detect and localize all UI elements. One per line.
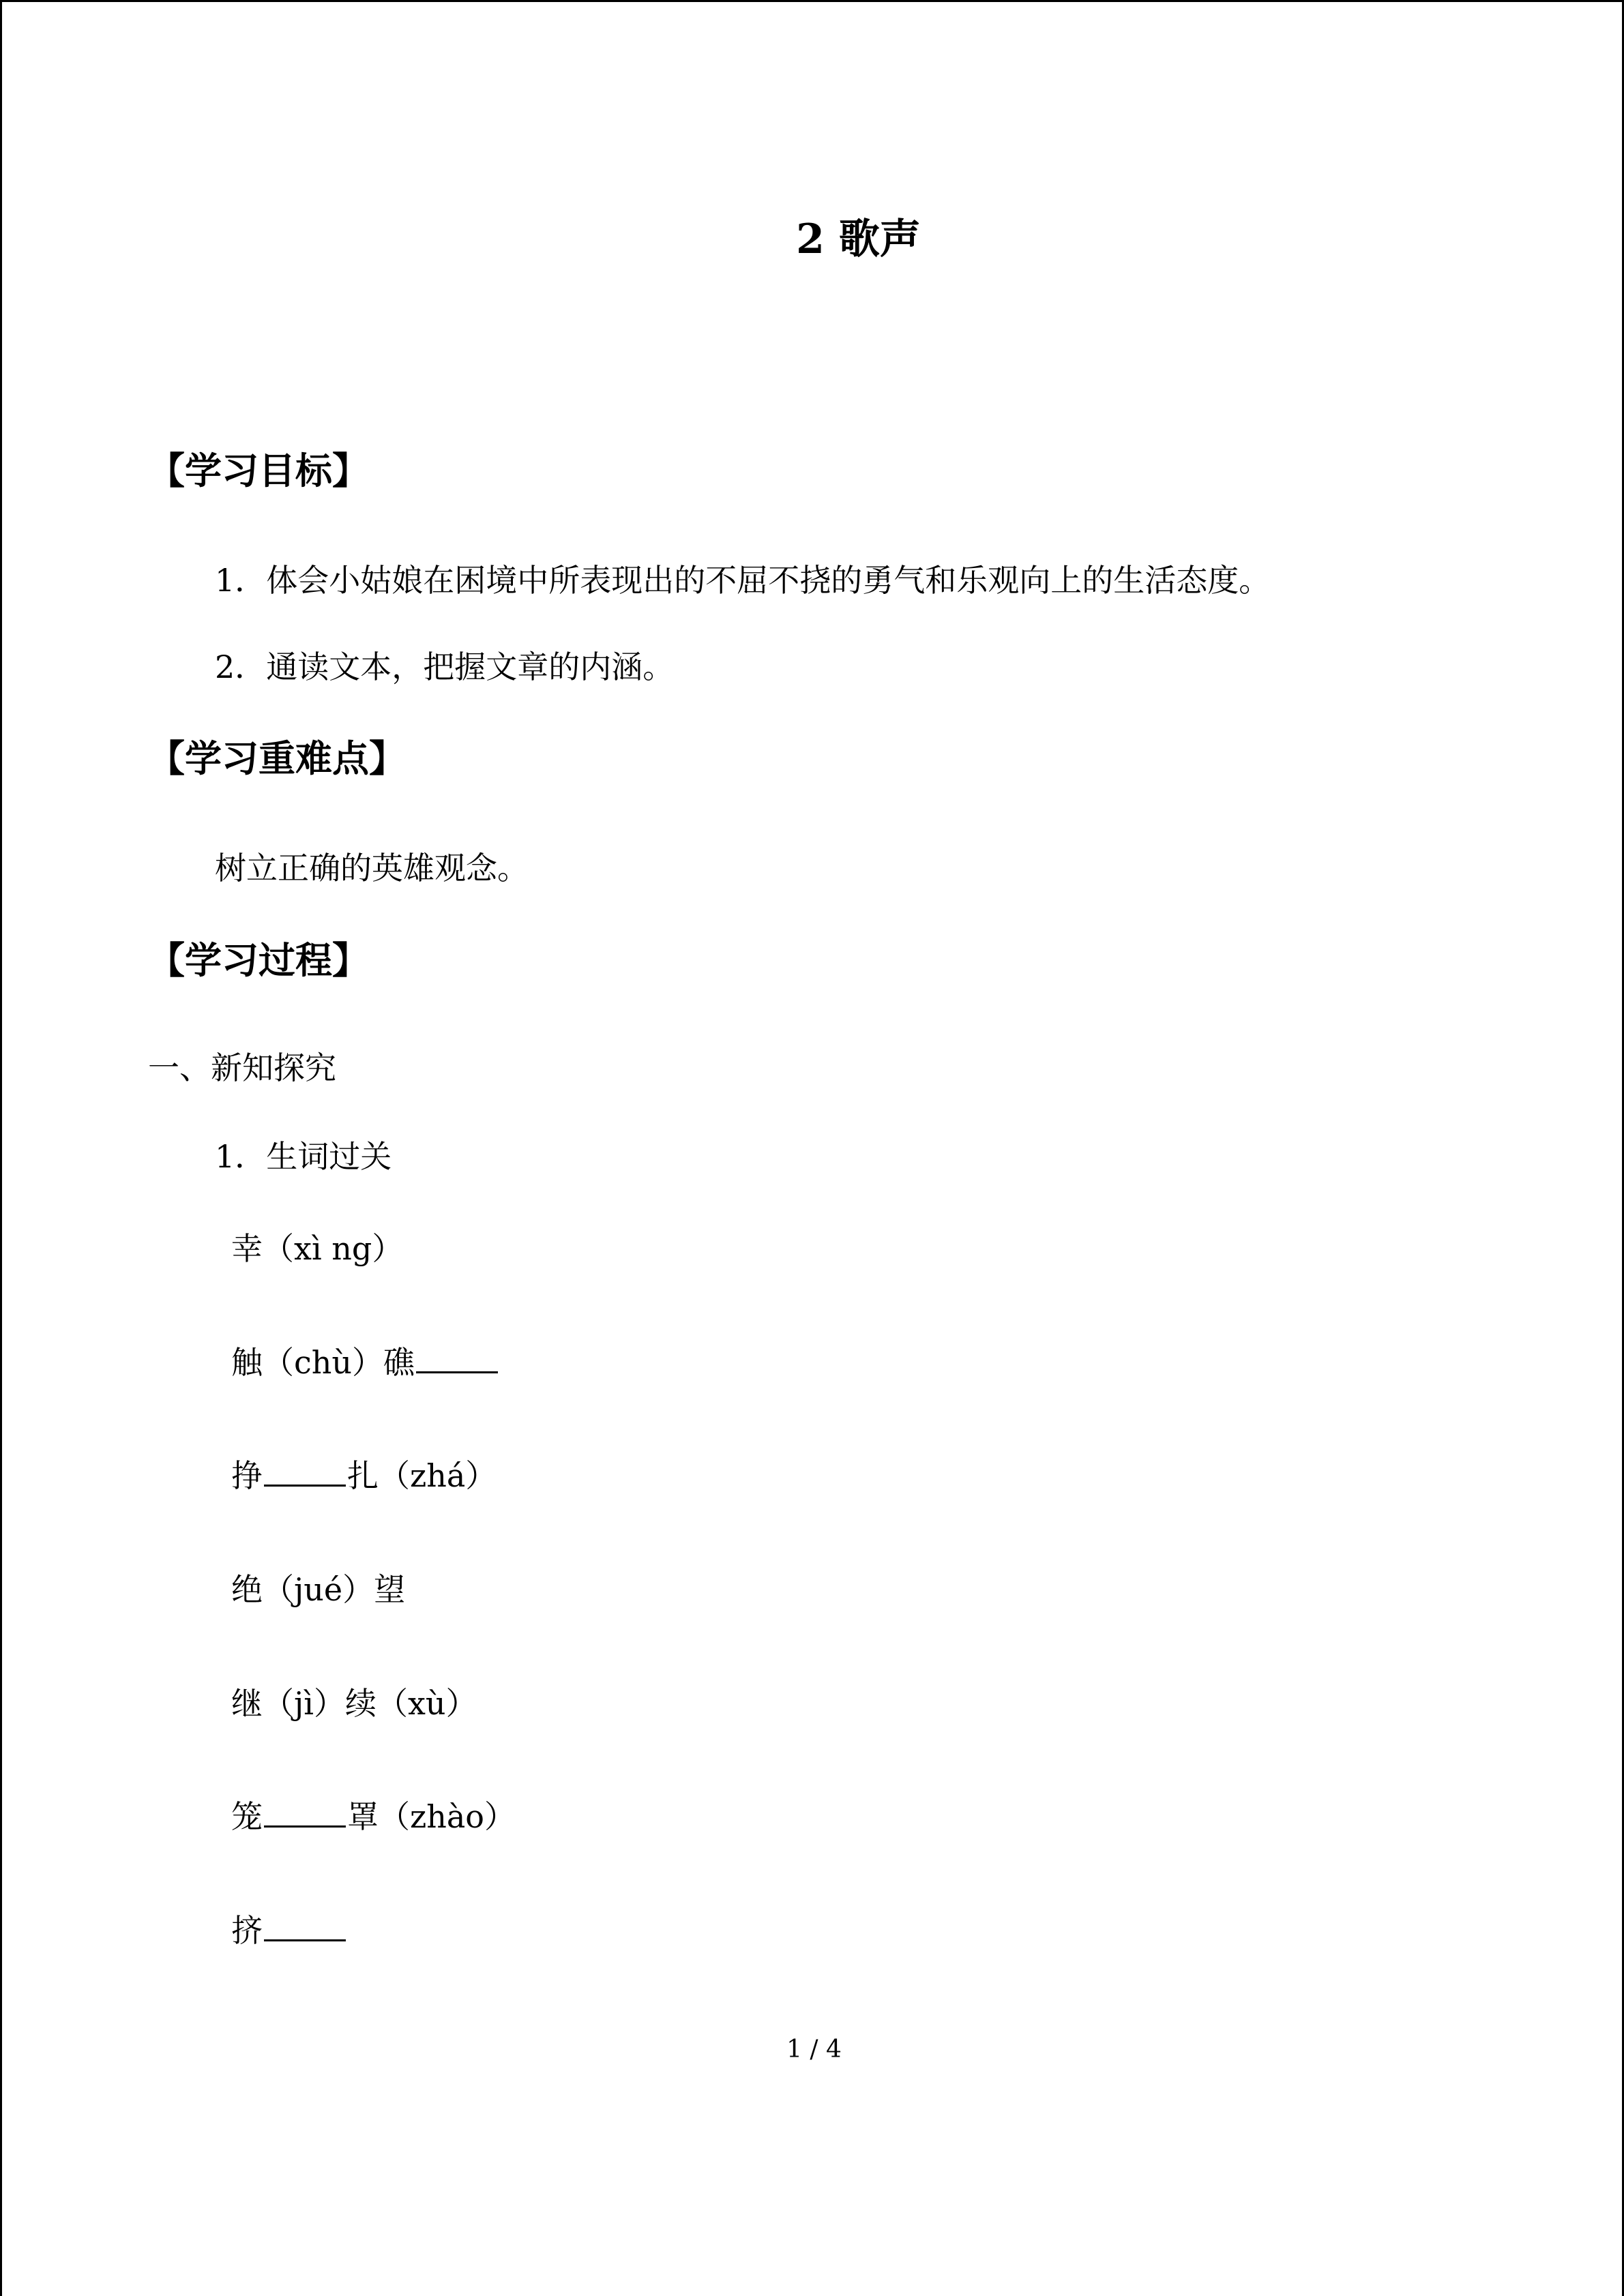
vocab-item [231, 1798, 516, 1835]
section-heading-keypoints: 【学习重难点】 [148, 736, 406, 780]
answer-blank[interactable] [264, 1916, 346, 1941]
vocab-text: 笼 [231, 1798, 263, 1835]
vocab-text: 绝（jué）望 [231, 1571, 406, 1608]
vocab-text: 扎（zhá） [347, 1457, 497, 1494]
answer-blank[interactable] [264, 1461, 346, 1487]
process-part-1: 一、新知探究 [148, 1049, 336, 1086]
goal-item-1: 1．体会小姑娘在困境中所表现出的不屈不挠的勇气和乐观向上的生活态度。 [215, 562, 1271, 599]
vocab-text: 罩（zhào） [347, 1798, 516, 1835]
process-sub-1: 1．生词过关 [215, 1138, 392, 1175]
vocab-item [231, 1457, 497, 1494]
section-heading-process: 【学习过程】 [148, 938, 369, 982]
vocab-text: 挣 [231, 1457, 263, 1494]
vocab-text: 挤 [231, 1912, 263, 1949]
vocab-item [231, 1344, 499, 1381]
section-heading-goals: 【学习目标】 [148, 449, 369, 492]
page-number: 1 / 4 [786, 2036, 842, 2063]
document-title: 2 歌声 [796, 215, 921, 263]
vocab-item [231, 1685, 477, 1722]
vocab-text: 幸（xì ng） [231, 1230, 404, 1267]
vocab-item [231, 1912, 347, 1949]
goal-item-2: 2．通读文本，把握文章的内涵。 [215, 648, 675, 685]
keypoint-text: 树立正确的英雄观念。 [215, 850, 529, 886]
vocab-item [231, 1571, 406, 1608]
vocab-text: 继（jì）续（xù） [231, 1685, 477, 1722]
answer-blank[interactable] [264, 1802, 346, 1828]
answer-blank[interactable] [416, 1348, 498, 1373]
vocab-text: 触（chù）礁 [231, 1344, 415, 1381]
vocab-item [231, 1230, 404, 1267]
